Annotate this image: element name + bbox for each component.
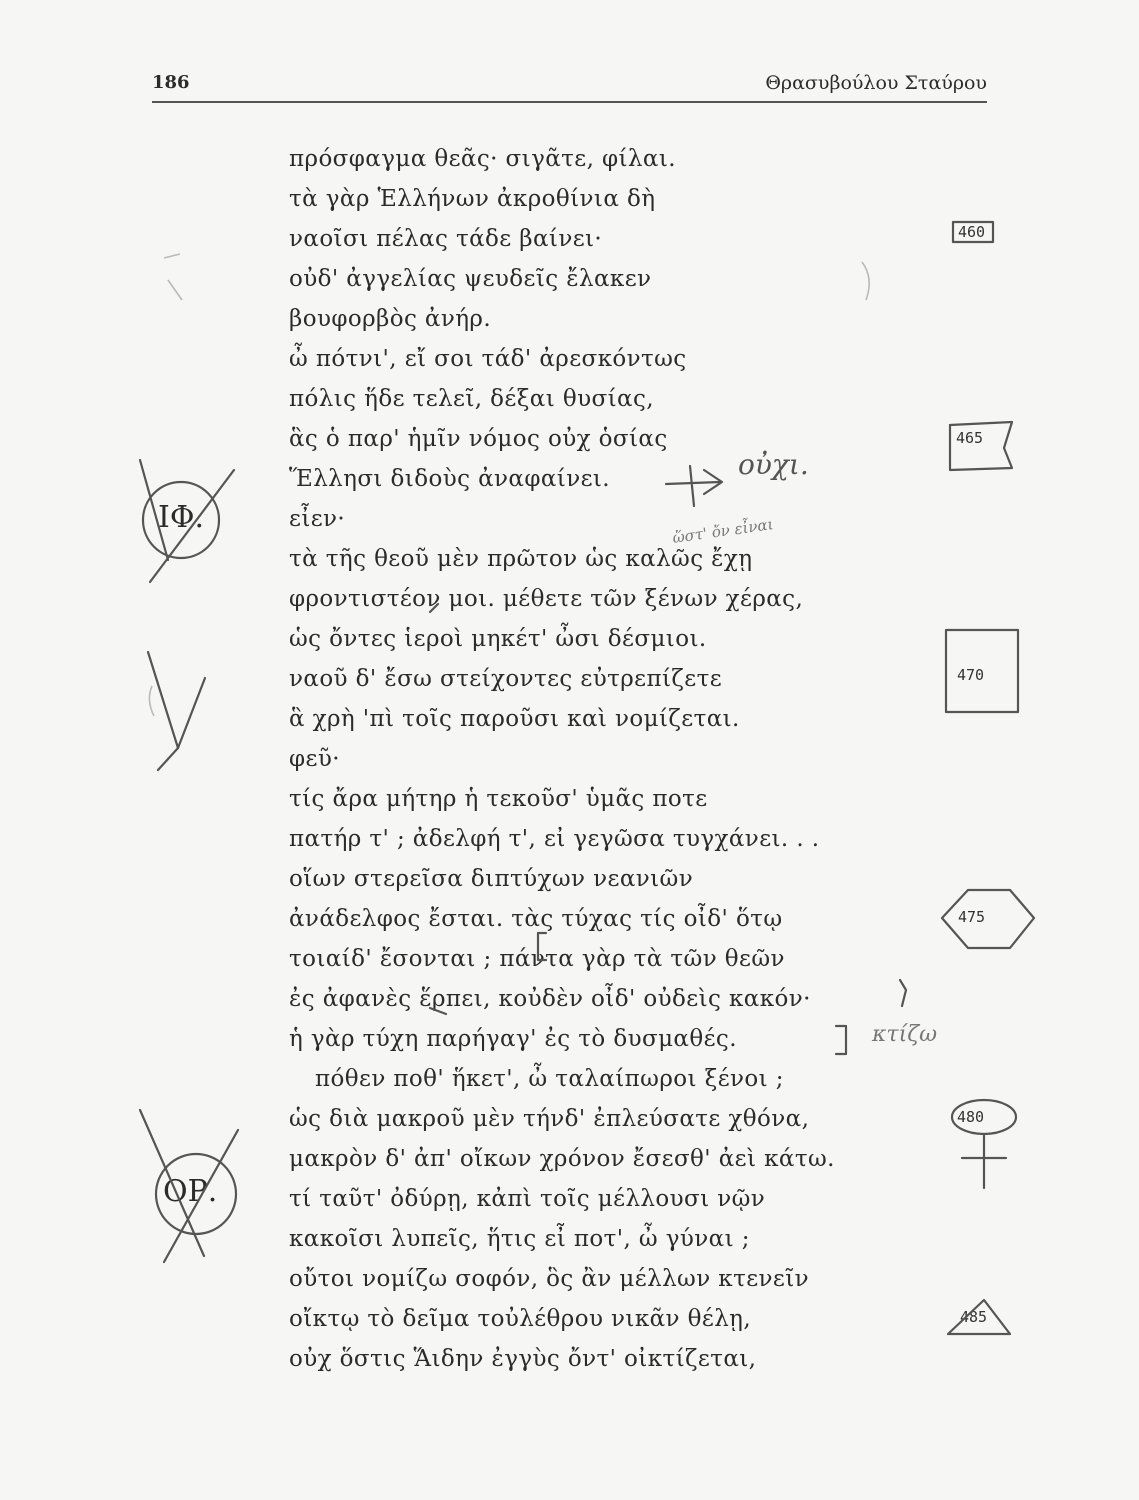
line-number-480: 480 [957,1108,985,1126]
line-number-465: 465 [956,429,984,447]
bleed-through-mark [164,254,182,300]
verse-line: ὡς διὰ μακροῦ μὲν τήνδ' ἐπλεύσατε χθόνα, [289,1106,810,1132]
verse-line: ὡς ὄντες ἱεροὶ μηκέτ' ὦσι δέσμιοι. [289,626,707,652]
verse-line: πρόσφαγμα θεᾶς· σιγᾶτε, φίλαι. [289,146,676,172]
verse-line: ἐς ἀφανὲς ἕρπει, κοὐδὲν οἶδ' οὐδεὶς κακόν· [289,986,811,1012]
verse-line: ναοῖσι πέλας τάδε βαίνει· [289,226,603,252]
verse-line: τοιαίδ' ἔσονται ; πάντα γὰρ τὰ τῶν θεῶν [289,946,785,972]
line-number-460: 460 [958,223,986,241]
header-rule [152,101,987,103]
annotation-ktizo: κτίζω [872,1022,938,1047]
bleed-through-mark [862,262,869,300]
check-mark-tail-icon [158,748,178,770]
check-mark-icon [148,652,205,748]
verse-line: τί ταῦτ' ὀδύρῃ, κἀπὶ τοῖς μέλλουσι νῷν [289,1186,766,1212]
bracket-icon [836,1026,846,1054]
verse-line: οὔτοι νομίζω σοφόν, ὃς ἂν μέλλων κτενεῖν [289,1266,810,1292]
line-number-hexagon-icon [942,890,1034,948]
line-number-475: 475 [958,908,986,926]
verse-line: οὐδ' ἀγγελίας ψευδεῖς ἔλακεν [289,266,652,292]
speaker-label-orestes: ΟΡ. [163,1174,218,1209]
verse-line: εἶεν· [289,506,346,532]
annotation-margin-note: ὥστ' ὄν εἶναι [671,515,775,547]
verse-line: πόθεν ποθ' ἥκετ', ὦ ταλαίπωροι ξένοι ; [315,1066,784,1092]
verse-line: μακρὸν δ' ἀπ' οἴκων χρόνον ἔσεσθ' ἀεὶ κάτω. [289,1146,835,1172]
verse-line: φεῦ· [289,746,340,772]
verse-line: βουφορβὸς ἀνήρ. [289,306,492,332]
verse-line: οὐχ ὅστις Ἅιδην ἐγγὺς ὄντ' οἰκτίζεται, [289,1346,757,1372]
running-head [152,70,987,102]
verse-line: ναοῦ δ' ἔσω στείχοντες εὐτρεπίζετε [289,666,723,692]
verse-line: ἃ χρὴ 'πὶ τοῖς παροῦσι καὶ νομίζεται. [289,706,740,732]
verse-line: κακοῖσι λυπεῖς, ἥτις εἶ ποτ', ὦ γύναι ; [289,1226,750,1252]
speaker-label-iphigenia: ΙΦ. [158,500,204,535]
verse-line: οἴκτῳ τὸ δεῖμα τοὐλέθρου νικᾶν θέλῃ, [289,1306,752,1332]
page-number: 186 [152,72,190,93]
verse-line: φροντιστέον μοι. μέθετε τῶν ξένων χέρας, [289,586,804,612]
verse-line: τίς ἄρα μήτηρ ἡ τεκοῦσ' ὑμᾶς ποτε [289,786,708,812]
verse-line: ἀνάδελφος ἔσται. τὰς τύχας τίς οἶδ' ὅτῳ [289,906,783,932]
verse-line: ἃς ὁ παρ' ἡμῖν νόμος οὐχ ὁσίας [289,426,668,452]
line-number-470: 470 [957,666,985,684]
line-number-485: 485 [960,1308,988,1326]
verse-line: πατήρ τ' ; ἀδελφή τ', εἰ γεγῶσα τυγχάνει. . . [289,826,820,852]
running-title: Θρασυβούλου Σταύρου [765,72,987,94]
annotation-ouchi: οὐχι. [738,448,809,481]
cross-mark-icon [962,1134,1006,1188]
verse-line: πόλις ἥδε τελεῖ, δέξαι θυσίας, [289,386,654,412]
verse-line: τὰ γὰρ Ἑλλήνων ἀκροθίνια δὴ [289,186,656,212]
verse-line: ἡ γὰρ τύχη παρήγαγ' ἐς τὸ δυσμαθές. [289,1026,737,1052]
bracket-icon [900,980,906,1006]
bleed-through-mark [149,686,154,716]
verse-line: ὦ πότνι', εἴ σοι τάδ' ἀρεσκόντως [289,346,687,372]
verse-line: Ἕλλησι διδοὺς ἀναφαίνει. [289,466,611,492]
arrow-icon [666,466,722,506]
verse-line: τὰ τῆς θεοῦ μὲν πρῶτον ὡς καλῶς ἔχῃ [289,546,753,572]
verse-line: οἵων στερεῖσα διπτύχων νεανιῶν [289,866,694,892]
